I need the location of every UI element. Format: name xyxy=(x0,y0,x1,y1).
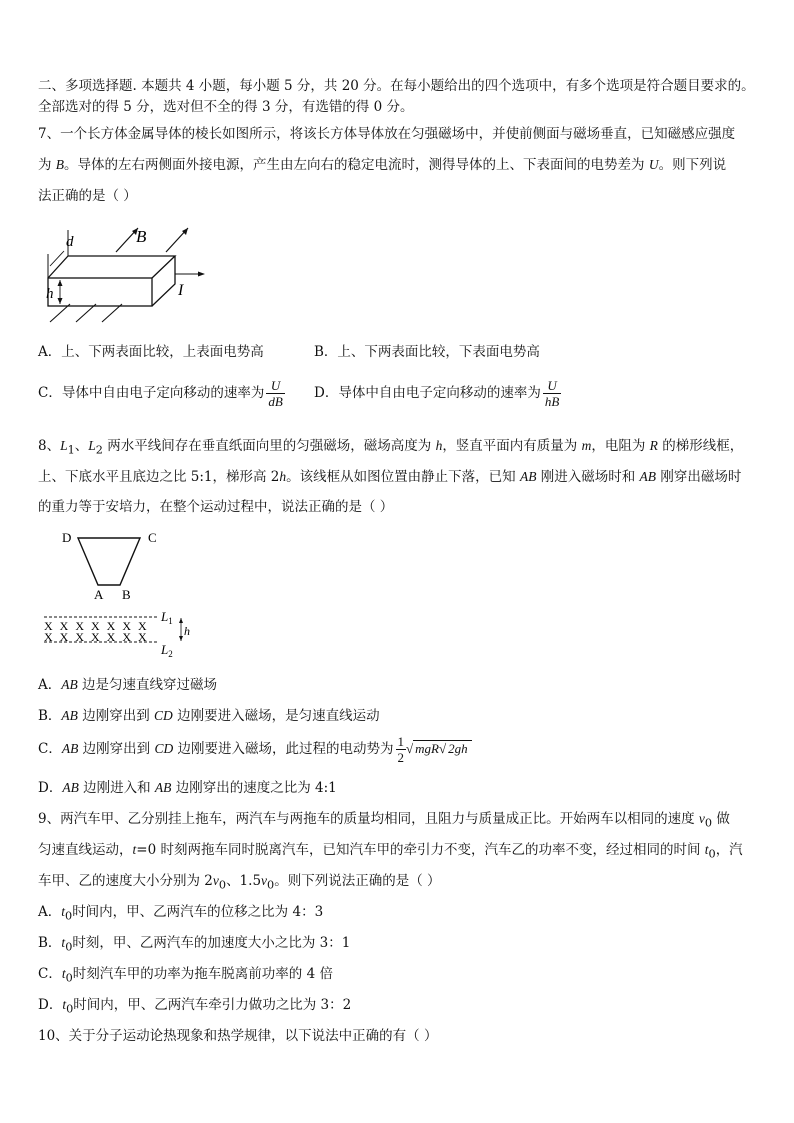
section-header-line1: 二、多项选择题. 本题共 4 小题，每小题 5 分，共 20 分。在每小题给出的四个选项中，有多个选项是符合题目要求的。 xyxy=(38,78,755,94)
q7-stem-line3: 法正确的是（ ） xyxy=(38,188,137,204)
h-arrow-bottom xyxy=(179,636,183,641)
q7-option-d: D．导体中自由电子定向移动的速率为 $\frac{U}{hB}$ xyxy=(314,378,560,409)
label-L1: $L_1$ xyxy=(161,609,173,626)
q9-option-a: A．$t_0$时间内，甲、乙两汽车的位移之比为 4：3 xyxy=(38,904,324,923)
b-field-line-3 xyxy=(50,304,70,322)
label-C: C xyxy=(148,530,157,545)
q7-stem-line2: 为 B。导体的左右两侧面外接电源，产生由左向右的稳定电流时，测得导体的上、下表面间的电势差为 U。则下列说 xyxy=(38,157,727,173)
q8-stem-line1: 8、$L_1$、$L_2$ 两水平线间存在垂直纸面向里的匀强磁场，磁场高度为 h，竖直平面内有质量为 m，电阻为 R 的梯形线框， xyxy=(38,438,744,457)
box-front-face xyxy=(48,278,152,306)
h-arrowhead-top xyxy=(58,280,63,286)
q8-stem-line2: 上、下底水平且底边之比 5:1，梯形高 2h。该线框从如图位置由静止下落，已知 AB 刚进入磁场时和 AB 刚穿出磁场时 xyxy=(38,469,742,485)
q9-stem-line1: 9、两汽车甲、乙分别挂上拖车，两汽车与两拖车的质量均相同，且阻力与质量成正比。开始两车以相同的速度 $v_0$ 做 xyxy=(38,811,730,830)
d-arrow xyxy=(50,251,64,266)
label-A: A xyxy=(94,587,104,602)
q9-option-c: C．$t_0$时刻汽车甲的功率为拖车脱离前功率的 4 倍 xyxy=(38,966,333,985)
label-B: B xyxy=(122,587,131,602)
section-header-line2: 全部选对的得 5 分，选对但不全的得 3 分，有选错的得 0 分。 xyxy=(38,99,414,115)
q8-option-d: D．AB 边刚进入和 AB 边刚穿出的速度之比为 4:1 xyxy=(38,780,337,796)
label-h: h xyxy=(184,624,190,638)
label-B: B xyxy=(136,227,147,246)
h-arrowhead-bottom xyxy=(58,298,63,304)
q7-option-a: A．上、下两表面比较，上表面电势高 xyxy=(38,344,264,360)
q10-stem-line1: 10、关于分子运动论热现象和热学规律，以下说法中正确的有（ ） xyxy=(38,1028,438,1044)
current-arrowhead xyxy=(198,272,205,277)
q7-conductor-figure xyxy=(40,222,220,327)
q8-option-c: C．AB 边刚穿出到 CD 边刚要进入磁场，此过程的电动势为 $\frac{1}{2}$ √ mgR√ 2gh xyxy=(38,734,758,774)
label-D: D xyxy=(62,530,72,545)
q8-option-b: B．AB 边刚穿出到 CD 边刚要进入磁场，是匀速直线运动 xyxy=(38,708,380,724)
q9-stem-line3: 车甲、乙的速度大小分别为 $2v_0$、$1.5v_0$。则下列说法正确的是（ ） xyxy=(38,873,441,892)
label-L2: $L_2$ xyxy=(161,642,173,659)
h-arrow-top xyxy=(179,618,183,623)
trapezoid-frame xyxy=(78,538,140,585)
field-crosses-row2: X X X X X X X xyxy=(44,630,149,644)
label-d: d xyxy=(66,234,74,250)
b-field-line-5 xyxy=(102,304,122,322)
q7-option-b: B．上、下两表面比较，下表面电势高 xyxy=(314,344,540,360)
box-right-face xyxy=(152,256,175,306)
label-h: h xyxy=(46,286,54,302)
q7-option-c: C．导体中自由电子定向移动的速率为 $\frac{U}{dB}$ xyxy=(38,378,283,409)
label-I: I xyxy=(178,282,184,299)
q8-stem-line3: 的重力等于安培力，在整个运动过程中，说法正确的是（ ） xyxy=(38,499,394,515)
q9-option-b: B．$t_0$时刻，甲、乙两汽车的加速度大小之比为 3：1 xyxy=(38,935,351,954)
box-top-face xyxy=(48,256,175,278)
field-crosses-row1: X X X X X X X xyxy=(44,619,149,633)
b-field-line-4 xyxy=(76,304,96,322)
q9-stem-line2: 匀速直线运动，t=0 时刻两拖车同时脱离汽车，已知汽车甲的牵引力不变，汽车乙的功率不变，经过相同的时间 $t_0$，汽 xyxy=(38,842,743,861)
q7-stem-line1: 7、一个长方体金属导体的棱长如图所示，将该长方体导体放在匀强磁场中，并使前侧面与磁场垂直，已知磁感应强度 xyxy=(38,126,736,142)
q8-option-a: A．AB 边是匀速直线穿过磁场 xyxy=(38,677,218,693)
q9-option-d: D．$t_0$时间内，甲、乙两汽车牵引力做功之比为 3：2 xyxy=(38,997,352,1016)
q8-trapezoid-figure xyxy=(40,525,200,660)
